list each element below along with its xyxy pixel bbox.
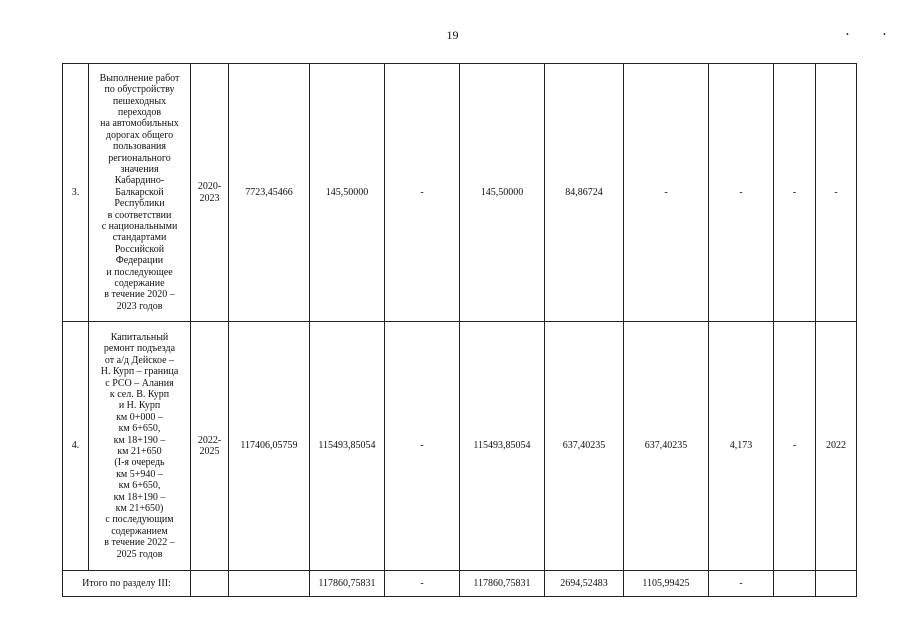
cell: 637,40235 <box>545 322 624 571</box>
cell-total: 117406,05759 <box>229 322 310 571</box>
corner-mark: • <box>846 30 849 39</box>
cell: 117860,75831 <box>460 571 545 597</box>
cell: - <box>816 64 857 322</box>
cell: 637,40235 <box>624 322 709 571</box>
budget-table <box>62 63 857 597</box>
page-number: 19 <box>446 28 459 42</box>
cell: 2694,52483 <box>545 571 624 597</box>
table-row <box>63 322 857 571</box>
cell: 2022 <box>816 322 857 571</box>
cell: - <box>709 64 774 322</box>
cell: 115493,85054 <box>310 322 385 571</box>
row-years: 2020- 2023 <box>191 64 229 322</box>
row-number: 3. <box>63 64 89 322</box>
cell <box>191 571 229 597</box>
cell <box>816 571 857 597</box>
table-row <box>63 64 857 322</box>
cell: 1105,99425 <box>624 571 709 597</box>
cell: - <box>624 64 709 322</box>
row-description: Выполнение работ по обустройству пешеходных переходов на автомобильных дорогах общего пользования регионального значения Кабардино- Балкарской Республики в соответствии с национальными стандартами Российской Федерации и последующее содержание в течение 2020 – 2023 годов <box>89 64 191 322</box>
row-description: Капитальный ремонт подъезда от а/д Дейское – Н. Курп – граница с РСО – Алания к сел. В. Курп и Н. Курп км 0+000 – км 6+650, км 18+190 – км 21+650 (I-я очередь км 5+940 – км 6+650, км 18+190 – км 21+650) с последующим содержанием в течение 2022 – 2025 годов <box>89 322 191 571</box>
cell: - <box>709 571 774 597</box>
cell-total: 7723,45466 <box>229 64 310 322</box>
row-years: 2022- 2025 <box>191 322 229 571</box>
cell: 145,50000 <box>310 64 385 322</box>
total-label: Итого по разделу III: <box>63 571 191 597</box>
cell <box>774 571 816 597</box>
cell: 145,50000 <box>460 64 545 322</box>
cell: - <box>385 322 460 571</box>
cell: 84,86724 <box>545 64 624 322</box>
cell: 117860,75831 <box>310 571 385 597</box>
cell: 115493,85054 <box>460 322 545 571</box>
cell: - <box>385 64 460 322</box>
cell: - <box>774 322 816 571</box>
cell: - <box>774 64 816 322</box>
cell: - <box>385 571 460 597</box>
total-row <box>63 571 857 597</box>
cell: 4,173 <box>709 322 774 571</box>
row-number: 4. <box>63 322 89 571</box>
corner-mark: • <box>883 30 886 39</box>
cell <box>229 571 310 597</box>
